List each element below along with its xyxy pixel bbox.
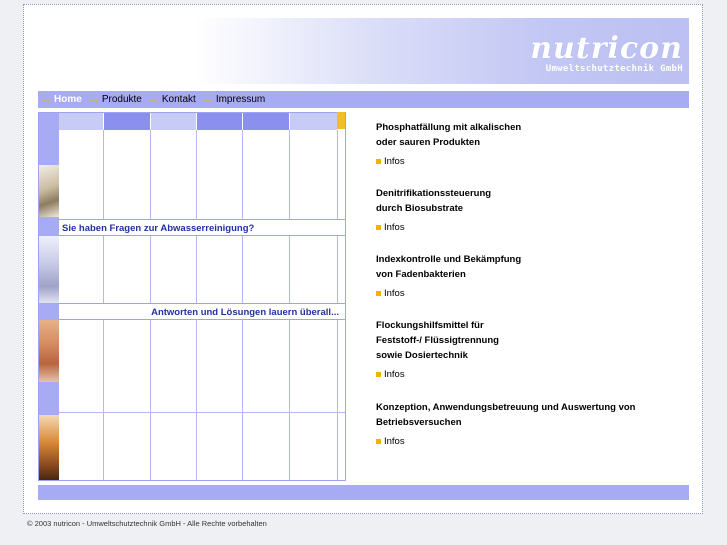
grid-scroll-marker[interactable]	[337, 112, 345, 129]
nav-item-home[interactable]	[42, 94, 82, 105]
arrow-icon: –›	[42, 94, 51, 105]
infos-label: Infos	[384, 156, 405, 167]
photo-hand	[39, 165, 59, 217]
nav-label: Kontakt	[161, 94, 196, 105]
product-title: Denitrifikationssteuerung durch Biosubstrate	[376, 188, 492, 214]
grid-header-cell	[197, 113, 242, 130]
product-title: Indexkontrolle und Bekämpfung von Fadenbakterien	[376, 254, 522, 280]
infos-link[interactable]	[376, 369, 499, 380]
photo-face	[39, 320, 59, 382]
product-item	[376, 120, 521, 167]
infos-label: Infos	[384, 369, 405, 380]
arrow-icon: –›	[149, 94, 158, 105]
nav-item-produkte[interactable]	[90, 94, 142, 105]
product-title: Phosphatfällung mit alkalischen oder sauren Produkten	[376, 122, 522, 148]
grid-header-cell	[104, 113, 150, 130]
footer-bar	[38, 485, 689, 500]
grid-answer-bar: Antworten und Lösungen lauern überall...	[59, 303, 345, 320]
main-nav	[38, 91, 689, 108]
arrow-icon: –›	[203, 94, 212, 105]
logo-wordmark: nutricon	[530, 31, 683, 66]
infos-link[interactable]	[376, 288, 521, 299]
bullet-icon	[376, 291, 381, 296]
grid-header-cell	[290, 113, 337, 130]
nav-item-impressum[interactable]	[204, 94, 265, 105]
infos-link[interactable]	[376, 222, 491, 233]
infos-label: Infos	[384, 288, 405, 299]
logo[interactable]	[530, 31, 683, 74]
arrow-icon: –›	[89, 94, 98, 105]
product-title: Konzeption, Anwendungsbetreuung und Auswertung von Betriebsversuchen	[376, 402, 636, 428]
product-item	[376, 186, 491, 233]
infos-link[interactable]	[376, 436, 635, 447]
grid-header-cell	[151, 113, 196, 130]
bullet-icon	[376, 159, 381, 164]
copyright-text: © 2003 nutricon - Umweltschutztechnik GmbH - Alle Rechte vorbehalten	[27, 519, 267, 528]
product-item	[376, 318, 499, 380]
nav-label: Home	[54, 94, 82, 105]
bullet-icon	[376, 439, 381, 444]
logo-subtitle: Umweltschutztechnik GmbH	[545, 64, 683, 74]
bullet-icon	[376, 372, 381, 377]
nav-label: Impressum	[215, 94, 266, 105]
infos-label: Infos	[384, 436, 405, 447]
photo-water	[39, 236, 59, 303]
image-grid	[38, 112, 346, 481]
infos-label: Infos	[384, 222, 405, 233]
grid-line	[59, 412, 345, 413]
product-item	[376, 400, 635, 447]
photo-sunset	[39, 415, 59, 481]
nav-item-kontakt[interactable]	[150, 94, 196, 105]
grid-question-bar: Sie haben Fragen zur Abwasserreinigung?	[59, 219, 345, 236]
product-item	[376, 252, 521, 299]
bullet-icon	[376, 225, 381, 230]
grid-header-cell	[59, 113, 103, 130]
nav-label: Produkte	[101, 94, 142, 105]
grid-header-cell	[243, 113, 289, 130]
infos-link[interactable]	[376, 156, 521, 167]
product-title: Flockungshilfsmittel für Feststoff-/ Flüssigtrennung sowie Dosiertechnik	[376, 320, 499, 361]
